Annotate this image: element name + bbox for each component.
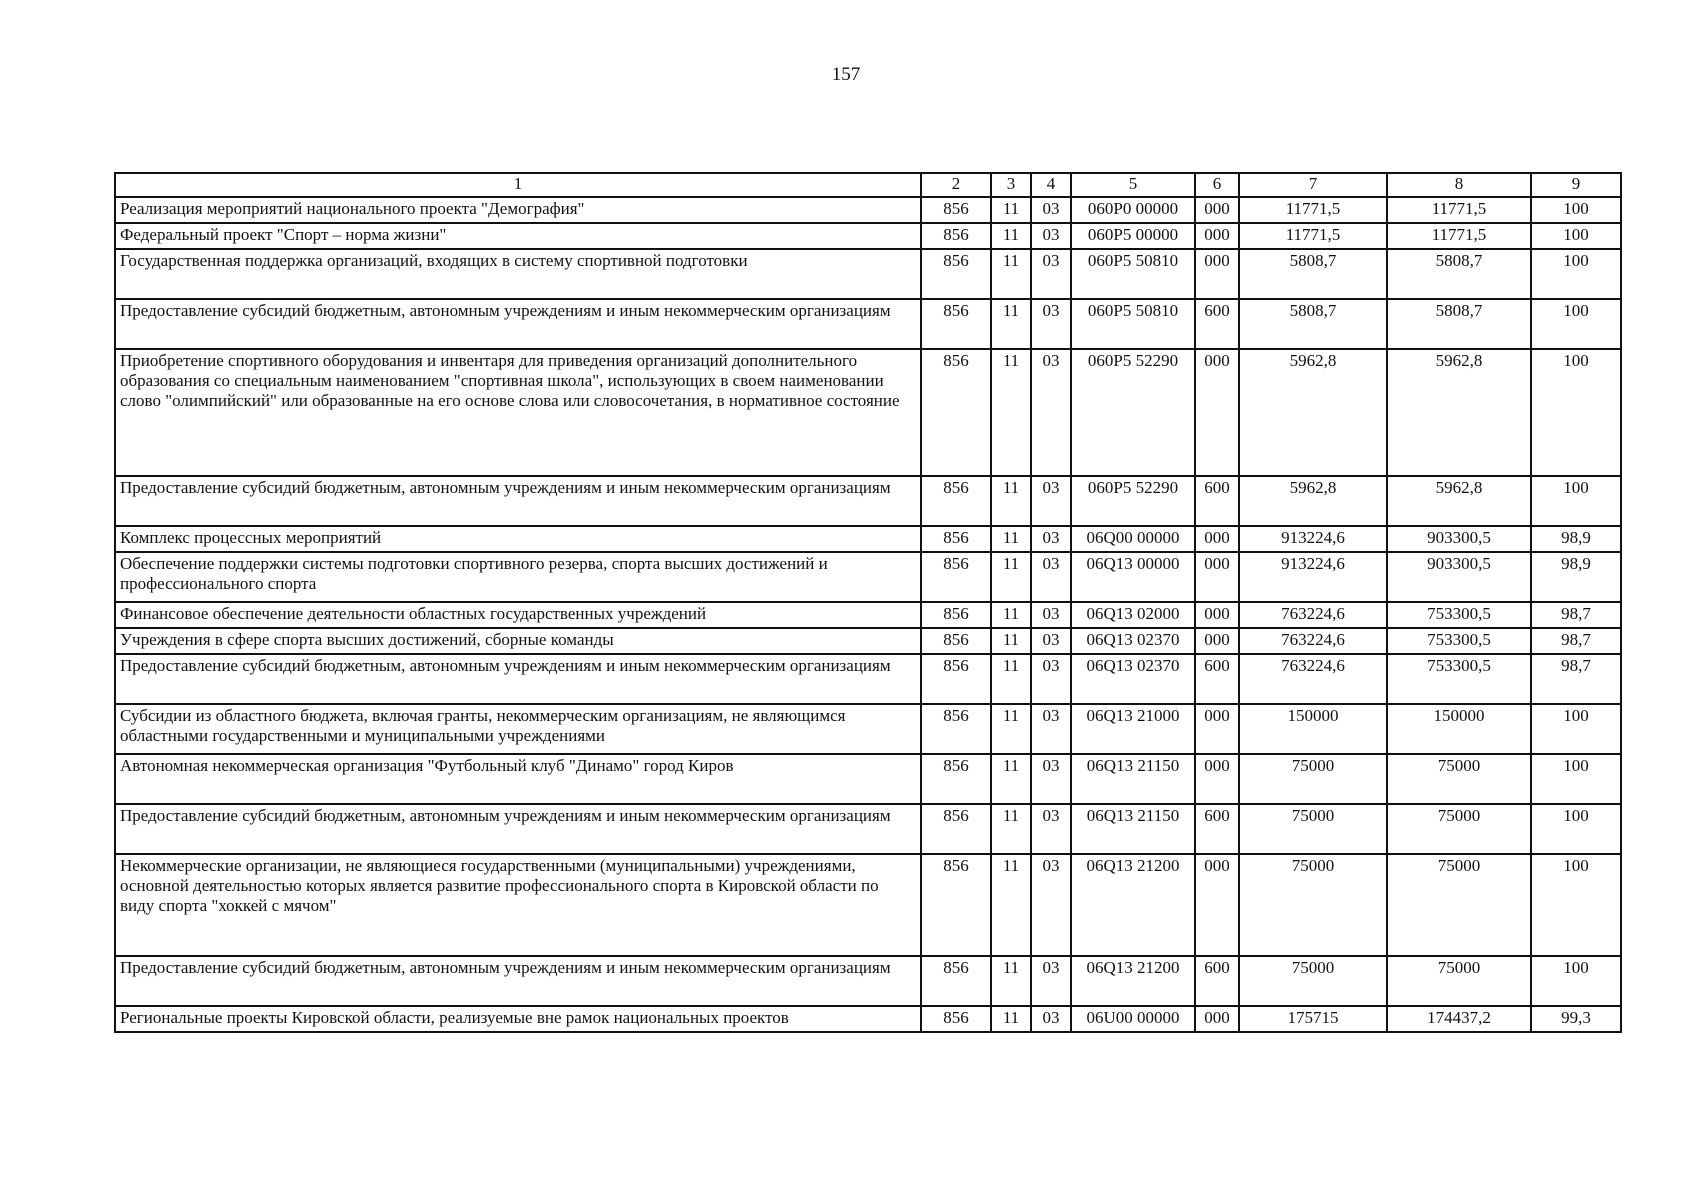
cell-col-2: 856	[921, 628, 991, 654]
cell-col-6: 000	[1195, 249, 1239, 299]
table-row	[115, 654, 1621, 704]
cell-col-3: 11	[991, 526, 1031, 552]
cell-col-2: 856	[921, 956, 991, 1006]
cell-col-9: 100	[1531, 956, 1621, 1006]
cell-col-8: 903300,5	[1387, 552, 1531, 602]
cell-col-7: 5962,8	[1239, 476, 1387, 526]
cell-col-4: 03	[1031, 628, 1071, 654]
cell-col-2: 856	[921, 299, 991, 349]
cell-col-9: 100	[1531, 249, 1621, 299]
cell-col-6: 000	[1195, 223, 1239, 249]
cell-col-5: 06Q13 21150	[1071, 754, 1195, 804]
cell-col-4: 03	[1031, 349, 1071, 476]
cell-col-7: 75000	[1239, 754, 1387, 804]
cell-col-2: 856	[921, 1006, 991, 1032]
header-cell: 8	[1387, 173, 1531, 197]
row-name: Финансовое обеспечение деятельности областных государственных учреждений	[115, 602, 921, 628]
cell-col-2: 856	[921, 223, 991, 249]
cell-col-6: 000	[1195, 349, 1239, 476]
budget-table	[114, 172, 1622, 1033]
cell-col-3: 11	[991, 197, 1031, 223]
cell-col-8: 5962,8	[1387, 349, 1531, 476]
row-name: Региональные проекты Кировской области, реализуемые вне рамок национальных проектов	[115, 1006, 921, 1032]
table-row	[115, 956, 1621, 1006]
header-cell: 6	[1195, 173, 1239, 197]
cell-col-6: 600	[1195, 299, 1239, 349]
cell-col-9: 100	[1531, 197, 1621, 223]
cell-col-8: 11771,5	[1387, 197, 1531, 223]
table-row	[115, 1006, 1621, 1032]
row-name: Предоставление субсидий бюджетным, автономным учреждениям и иным некоммерческим организациям	[115, 956, 921, 1006]
cell-col-8: 5808,7	[1387, 249, 1531, 299]
row-name: Государственная поддержка организаций, входящих в систему спортивной подготовки	[115, 249, 921, 299]
cell-col-6: 600	[1195, 654, 1239, 704]
table-row	[115, 526, 1621, 552]
row-name: Комплекс процессных мероприятий	[115, 526, 921, 552]
cell-col-7: 75000	[1239, 804, 1387, 854]
cell-col-8: 753300,5	[1387, 628, 1531, 654]
header-row	[115, 173, 1621, 197]
cell-col-5: 06Q13 02000	[1071, 602, 1195, 628]
header-cell: 2	[921, 173, 991, 197]
cell-col-7: 913224,6	[1239, 526, 1387, 552]
cell-col-3: 11	[991, 754, 1031, 804]
cell-col-6: 000	[1195, 628, 1239, 654]
row-name: Реализация мероприятий национального проекта "Демография"	[115, 197, 921, 223]
cell-col-6: 600	[1195, 804, 1239, 854]
header-cell: 3	[991, 173, 1031, 197]
cell-col-5: 06Q13 00000	[1071, 552, 1195, 602]
cell-col-8: 75000	[1387, 956, 1531, 1006]
cell-col-4: 03	[1031, 299, 1071, 349]
cell-col-2: 856	[921, 476, 991, 526]
table-row	[115, 628, 1621, 654]
row-name: Учреждения в сфере спорта высших достижений, сборные команды	[115, 628, 921, 654]
row-name: Предоставление субсидий бюджетным, автономным учреждениям и иным некоммерческим организациям	[115, 476, 921, 526]
cell-col-8: 75000	[1387, 854, 1531, 956]
cell-col-7: 5808,7	[1239, 299, 1387, 349]
cell-col-9: 100	[1531, 349, 1621, 476]
row-name: Федеральный проект "Спорт – норма жизни"	[115, 223, 921, 249]
cell-col-8: 753300,5	[1387, 654, 1531, 704]
header-cell: 9	[1531, 173, 1621, 197]
cell-col-3: 11	[991, 854, 1031, 956]
cell-col-7: 913224,6	[1239, 552, 1387, 602]
cell-col-4: 03	[1031, 654, 1071, 704]
cell-col-9: 100	[1531, 804, 1621, 854]
cell-col-3: 11	[991, 299, 1031, 349]
cell-col-3: 11	[991, 1006, 1031, 1032]
row-name: Некоммерческие организации, не являющиеся государственными (муниципальными) учреждениями, основной деятельностью которых является развитие профессионального спорта в Кировской области по виду спорта "хоккей с мячом"	[115, 854, 921, 956]
cell-col-4: 03	[1031, 854, 1071, 956]
cell-col-5: 06Q13 02370	[1071, 628, 1195, 654]
cell-col-7: 11771,5	[1239, 197, 1387, 223]
cell-col-6: 600	[1195, 476, 1239, 526]
header-cell: 5	[1071, 173, 1195, 197]
cell-col-7: 763224,6	[1239, 602, 1387, 628]
cell-col-5: 06Q13 02370	[1071, 654, 1195, 704]
cell-col-8: 5962,8	[1387, 476, 1531, 526]
cell-col-2: 856	[921, 754, 991, 804]
cell-col-7: 75000	[1239, 956, 1387, 1006]
cell-col-4: 03	[1031, 602, 1071, 628]
cell-col-3: 11	[991, 602, 1031, 628]
cell-col-9: 98,7	[1531, 602, 1621, 628]
cell-col-2: 856	[921, 526, 991, 552]
cell-col-2: 856	[921, 804, 991, 854]
cell-col-7: 75000	[1239, 854, 1387, 956]
cell-col-2: 856	[921, 249, 991, 299]
cell-col-8: 150000	[1387, 704, 1531, 754]
cell-col-6: 000	[1195, 602, 1239, 628]
cell-col-4: 03	[1031, 754, 1071, 804]
cell-col-4: 03	[1031, 1006, 1071, 1032]
cell-col-8: 5808,7	[1387, 299, 1531, 349]
cell-col-7: 5962,8	[1239, 349, 1387, 476]
cell-col-3: 11	[991, 804, 1031, 854]
cell-col-6: 600	[1195, 956, 1239, 1006]
cell-col-5: 06U00 00000	[1071, 1006, 1195, 1032]
cell-col-5: 06Q00 00000	[1071, 526, 1195, 552]
table-row	[115, 602, 1621, 628]
cell-col-3: 11	[991, 223, 1031, 249]
cell-col-5: 06Q13 21150	[1071, 804, 1195, 854]
cell-col-9: 98,9	[1531, 526, 1621, 552]
cell-col-6: 000	[1195, 854, 1239, 956]
row-name: Предоставление субсидий бюджетным, автономным учреждениям и иным некоммерческим организациям	[115, 299, 921, 349]
cell-col-4: 03	[1031, 552, 1071, 602]
cell-col-9: 99,3	[1531, 1006, 1621, 1032]
row-name: Автономная некоммерческая организация "Футбольный клуб "Динамо" город Киров	[115, 754, 921, 804]
cell-col-7: 175715	[1239, 1006, 1387, 1032]
cell-col-5: 060P5 00000	[1071, 223, 1195, 249]
table-row	[115, 299, 1621, 349]
cell-col-7: 11771,5	[1239, 223, 1387, 249]
cell-col-9: 100	[1531, 854, 1621, 956]
table-row	[115, 552, 1621, 602]
cell-col-3: 11	[991, 552, 1031, 602]
cell-col-7: 763224,6	[1239, 654, 1387, 704]
cell-col-4: 03	[1031, 476, 1071, 526]
cell-col-2: 856	[921, 654, 991, 704]
cell-col-4: 03	[1031, 704, 1071, 754]
table-row	[115, 197, 1621, 223]
cell-col-9: 100	[1531, 299, 1621, 349]
cell-col-7: 5808,7	[1239, 249, 1387, 299]
cell-col-3: 11	[991, 249, 1031, 299]
cell-col-5: 060P5 50810	[1071, 249, 1195, 299]
cell-col-6: 000	[1195, 552, 1239, 602]
cell-col-5: 060P5 52290	[1071, 476, 1195, 526]
cell-col-8: 174437,2	[1387, 1006, 1531, 1032]
table-row	[115, 223, 1621, 249]
cell-col-8: 11771,5	[1387, 223, 1531, 249]
cell-col-3: 11	[991, 654, 1031, 704]
cell-col-9: 98,7	[1531, 654, 1621, 704]
cell-col-8: 753300,5	[1387, 602, 1531, 628]
cell-col-2: 856	[921, 602, 991, 628]
cell-col-9: 98,9	[1531, 552, 1621, 602]
cell-col-3: 11	[991, 476, 1031, 526]
row-name: Предоставление субсидий бюджетным, автономным учреждениям и иным некоммерческим организациям	[115, 654, 921, 704]
cell-col-6: 000	[1195, 1006, 1239, 1032]
table-row	[115, 754, 1621, 804]
table-row	[115, 704, 1621, 754]
table-row	[115, 804, 1621, 854]
cell-col-6: 000	[1195, 754, 1239, 804]
cell-col-9: 100	[1531, 223, 1621, 249]
cell-col-4: 03	[1031, 804, 1071, 854]
row-name: Обеспечение поддержки системы подготовки спортивного резерва, спорта высших достижений и профессионального спорта	[115, 552, 921, 602]
table-row	[115, 854, 1621, 956]
header-cell: 4	[1031, 173, 1071, 197]
cell-col-4: 03	[1031, 223, 1071, 249]
cell-col-8: 75000	[1387, 804, 1531, 854]
cell-col-9: 100	[1531, 704, 1621, 754]
cell-col-7: 150000	[1239, 704, 1387, 754]
cell-col-2: 856	[921, 704, 991, 754]
cell-col-4: 03	[1031, 197, 1071, 223]
row-name: Субсидии из областного бюджета, включая гранты, некоммерческим организациям, не являющимся областными государственными и муниципальными учреждениями	[115, 704, 921, 754]
cell-col-3: 11	[991, 956, 1031, 1006]
cell-col-8: 75000	[1387, 754, 1531, 804]
cell-col-5: 06Q13 21000	[1071, 704, 1195, 754]
row-name: Приобретение спортивного оборудования и инвентаря для приведения организаций дополнительного образования со специальным наименованием "спортивная школа", использующих в своем наименовании слово "олимпийский" или образованные на его основе слова или словосочетания, в нормативное состояние	[115, 349, 921, 476]
cell-col-5: 060P5 50810	[1071, 299, 1195, 349]
cell-col-6: 000	[1195, 704, 1239, 754]
cell-col-2: 856	[921, 854, 991, 956]
cell-col-2: 856	[921, 349, 991, 476]
cell-col-5: 06Q13 21200	[1071, 854, 1195, 956]
table-row	[115, 476, 1621, 526]
header-cell: 7	[1239, 173, 1387, 197]
cell-col-5: 060P0 00000	[1071, 197, 1195, 223]
cell-col-4: 03	[1031, 526, 1071, 552]
cell-col-3: 11	[991, 704, 1031, 754]
cell-col-3: 11	[991, 628, 1031, 654]
cell-col-6: 000	[1195, 526, 1239, 552]
cell-col-5: 06Q13 21200	[1071, 956, 1195, 1006]
cell-col-8: 903300,5	[1387, 526, 1531, 552]
header-cell: 1	[115, 173, 921, 197]
cell-col-3: 11	[991, 349, 1031, 476]
table-row	[115, 249, 1621, 299]
cell-col-9: 100	[1531, 754, 1621, 804]
cell-col-9: 100	[1531, 476, 1621, 526]
cell-col-6: 000	[1195, 197, 1239, 223]
cell-col-9: 98,7	[1531, 628, 1621, 654]
page-number: 157	[831, 64, 861, 85]
cell-col-7: 763224,6	[1239, 628, 1387, 654]
cell-col-4: 03	[1031, 956, 1071, 1006]
table-row	[115, 349, 1621, 476]
cell-col-4: 03	[1031, 249, 1071, 299]
cell-col-2: 856	[921, 552, 991, 602]
row-name: Предоставление субсидий бюджетным, автономным учреждениям и иным некоммерческим организациям	[115, 804, 921, 854]
cell-col-5: 060P5 52290	[1071, 349, 1195, 476]
cell-col-2: 856	[921, 197, 991, 223]
